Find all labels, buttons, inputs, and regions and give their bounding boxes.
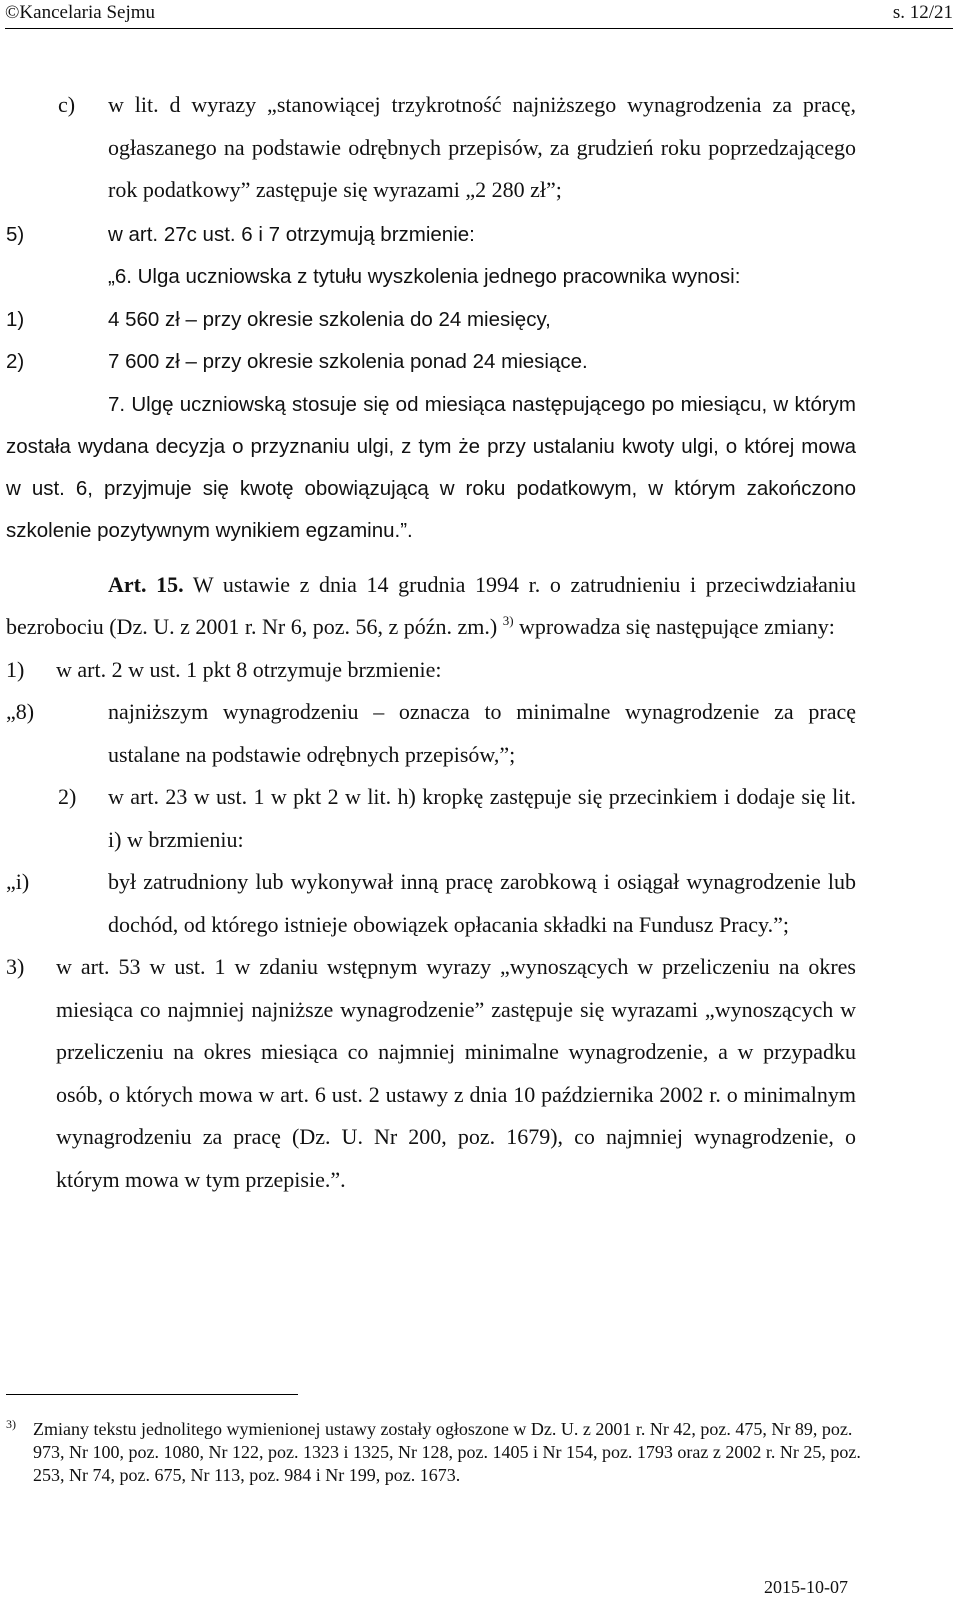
point-c-text: w lit. d wyrazy „stanowiącej trzykrotność najniższego wynagrodzenia za pracę, ogłaszanego na podstawie odrębnych przepisów, za grudzień roku poprzedzającego rok podatkowy” zastępuje się wyrazami „2 280 zł”; xyxy=(108,92,856,202)
header-page-number: s. 12/21 xyxy=(892,2,953,23)
art-15-item-3-text: w art. 53 w ust. 1 w zdaniu wstępnym wyrazy „wynoszących w przeliczeniu na okres miesiąca co najmniej najniższe wynagrodzenie” zastępuje się wyrazami „wynoszących w przeliczeniu na okres miesiąca co najmniej minimalne wynagrodzenie, a w przypadku osób, o których mowa w art. 6 ust. 2 ustawy z dnia 10 października 2002 r. o minimalnym wynagrodzeniu za pracę (Dz. U. Nr 200, poz. 1679), co najmniej wynagrodzenie, o którym mowa w tym przepisie.”. xyxy=(56,954,856,1192)
footnote-3: 3) Zmiany tekstu jednolitego wymienionej ustawy zostały ogłoszone w Dz. U. z 2001 r. Nr 42, poz. 475, Nr 89, poz. 973, Nr 100, poz. 1080, Nr 122, poz. 1323 i 1325, Nr 128, poz. 1405 i Nr 154, poz. 1793 oraz z 2002 r. Nr 25, poz. 253, Nr 74, poz. 675, Nr 113, poz. 984 i Nr 199, poz. 1673. xyxy=(6,1417,861,1485)
header-publisher: ©Kancelaria Sejmu xyxy=(5,2,156,23)
ust-6-item-1 xyxy=(6,299,856,342)
art-15-item-1 xyxy=(6,649,856,692)
art-15-heading: Art. 15. xyxy=(108,571,184,597)
footnote-ref-3[interactable]: 3) xyxy=(502,613,514,628)
ust-6-item-1-text: 4 560 zł – przy okresie szkolenia do 24 miesięcy, xyxy=(108,307,551,331)
ust-6-item-2 xyxy=(6,341,856,384)
ust-6-item-2-text: 7 600 zł – przy okresie szkolenia ponad 24 miesiące. xyxy=(108,350,588,373)
footnote-3-text: Zmiany tekstu jednolitego wymienionej ustawy zostały ogłoszone w Dz. U. z 2001 r. Nr 42, poz. 475, Nr 89, poz. 973, Nr 100, poz. 1080, Nr 122, poz. 1323 i 1325, Nr 128, poz. 1405 i Nr 154, poz. 1793 oraz z 2002 r. Nr 25, poz. 253, Nr 74, poz. 675, Nr 113, poz. 984 i Nr 199, poz. 1673. xyxy=(33,1419,861,1485)
art-15-item-2-text: w art. 23 w ust. 1 w pkt 2 w lit. h) kropkę zastępuje się przecinkiem i dodaje się lit. i) w brzmieniu: xyxy=(108,784,856,852)
document-date: 2015-10-07 xyxy=(764,1577,848,1597)
ust-6-item-2-label: 2) xyxy=(6,350,25,373)
point-c-label: c) xyxy=(58,92,76,117)
art-15-item-2-label: 2) xyxy=(58,784,77,809)
art-15-tail: wprowadza się następujące zmiany: xyxy=(519,614,835,639)
ust-6: „6. Ulga uczniowska z tytułu wyszkolenia jednego pracownika wynosi: xyxy=(108,265,741,288)
art-15-item-3 xyxy=(6,946,856,1201)
page-header xyxy=(5,2,953,29)
art-15-item-2-quote xyxy=(6,861,856,946)
art-15-item-3-label: 3) xyxy=(6,954,25,979)
art-15 xyxy=(6,564,856,649)
art-15-text: W ustawie z dnia 14 grudnia 1994 r. o zatrudnieniu i przeciwdziałaniu bezrobociu (Dz. U. z 2001 r. Nr 6, poz. 56, z późn. zm.) xyxy=(6,571,857,639)
quote-8-label: „8) xyxy=(6,699,35,724)
quote-i-label: „i) xyxy=(6,869,30,894)
ust-7: 7. Ulgę uczniowską stosuje się od miesiąca następującego po miesiącu, w którym została wydana decyzja o przyznaniu ulgi, z tym że przy ustalaniu kwoty ulgi, o której mowa w ust. 6, przyjmuje się kwotę obowiązującą w roku podatkowym, w którym zakończono szkolenie pozytywnym wynikiem egzaminu.”. xyxy=(6,392,856,542)
point-5-text: w art. 27c ust. 6 i 7 otrzymują brzmienie: xyxy=(108,222,475,246)
art-15-item-2 xyxy=(6,776,856,861)
document-body xyxy=(6,84,856,1201)
point-5-label: 5) xyxy=(6,222,25,246)
art-15-item-1-text: w art. 2 w ust. 1 pkt 8 otrzymuje brzmienie: xyxy=(56,656,442,682)
quote-i-text: był zatrudniony lub wykonywał inną pracę zarobkową i osiągał wynagrodzenie lub dochód, od którego istnieje obowiązek opłacania składki na Fundusz Pracy.”; xyxy=(108,869,856,937)
art-15-item-1-label: 1) xyxy=(6,656,25,682)
art-15-item-1-quote xyxy=(6,691,856,776)
footnote-separator xyxy=(6,1394,298,1395)
ust-6-item-1-label: 1) xyxy=(6,307,25,331)
quote-8-text: najniższym wynagrodzeniu – oznacza to minimalne wynagrodzenie za pracę ustalane na podstawie odrębnych przepisów,”; xyxy=(108,699,856,767)
point-5 xyxy=(6,214,856,257)
point-c xyxy=(6,84,856,212)
